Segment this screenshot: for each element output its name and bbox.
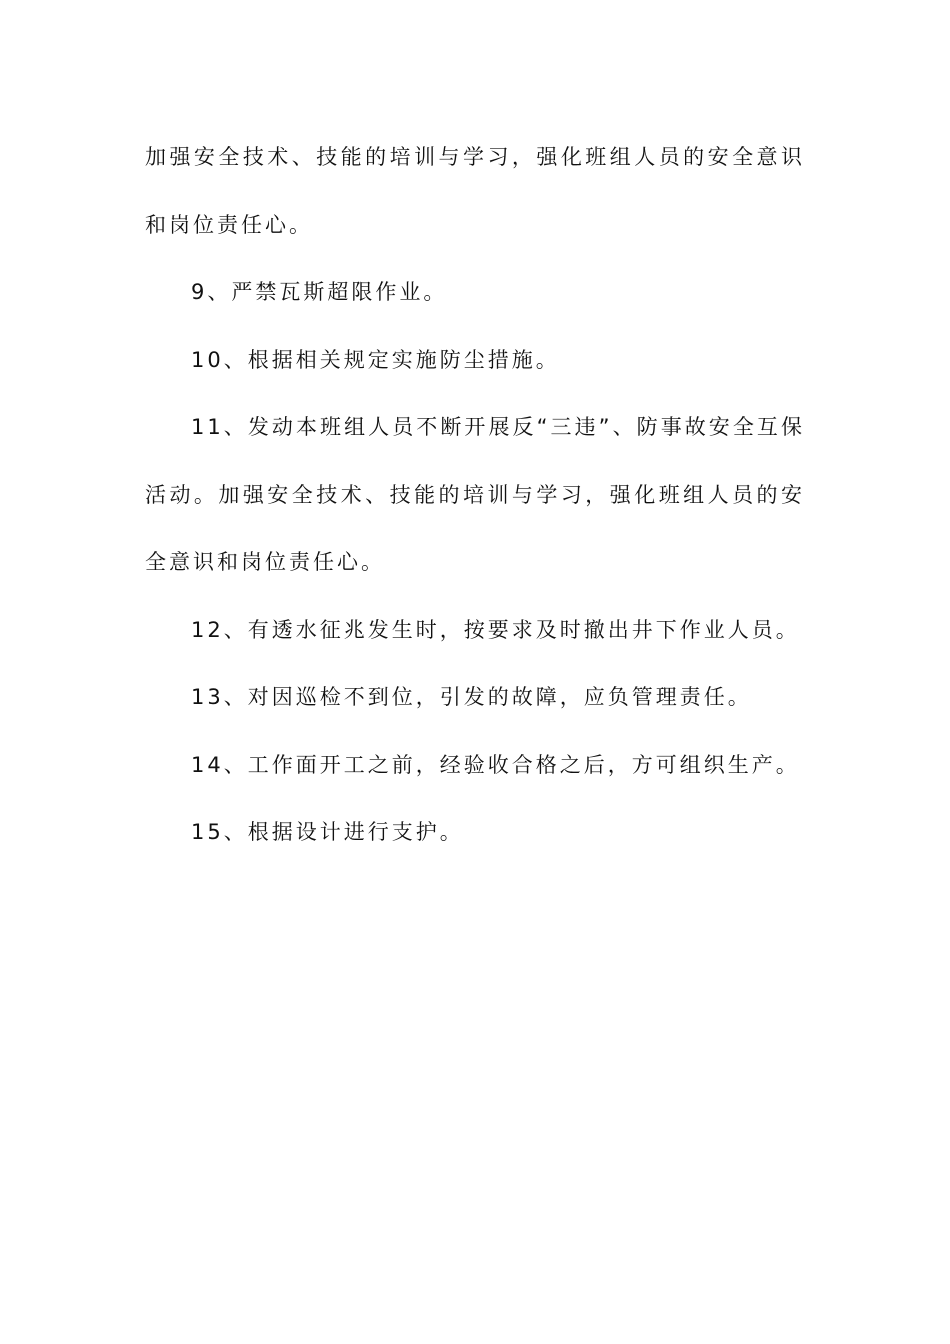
paragraph-item-13: 13、对因巡检不到位，引发的故障，应负管理责任。 (191, 685, 752, 709)
document-body (145, 124, 805, 867)
paragraph-item-12: 12、有透水征兆发生时，按要求及时撤出井下作业人员。 (191, 617, 800, 642)
paragraph-item-10: 10、根据相关规定实施防尘措施。 (191, 347, 560, 372)
paragraph-item-14: 14、工作面开工之前，经验收合格之后，方可组织生产。 (191, 752, 800, 777)
paragraph-continuation: 加强安全技术、技能的培训与学习，强化班组人员的安全意识和岗位责任心。 (145, 145, 805, 237)
paragraph-item-15: 15、根据设计进行支护。 (191, 820, 464, 844)
paragraph-item-11: 11、发动本班组人员不断开展反“三违”、防事故安全互保活动。加强安全技术、技能的培训与学习，强化班组人员的安全意识和岗位责任心。 (145, 415, 805, 574)
paragraph-item-9: 9、严禁瓦斯超限作业。 (191, 280, 448, 304)
